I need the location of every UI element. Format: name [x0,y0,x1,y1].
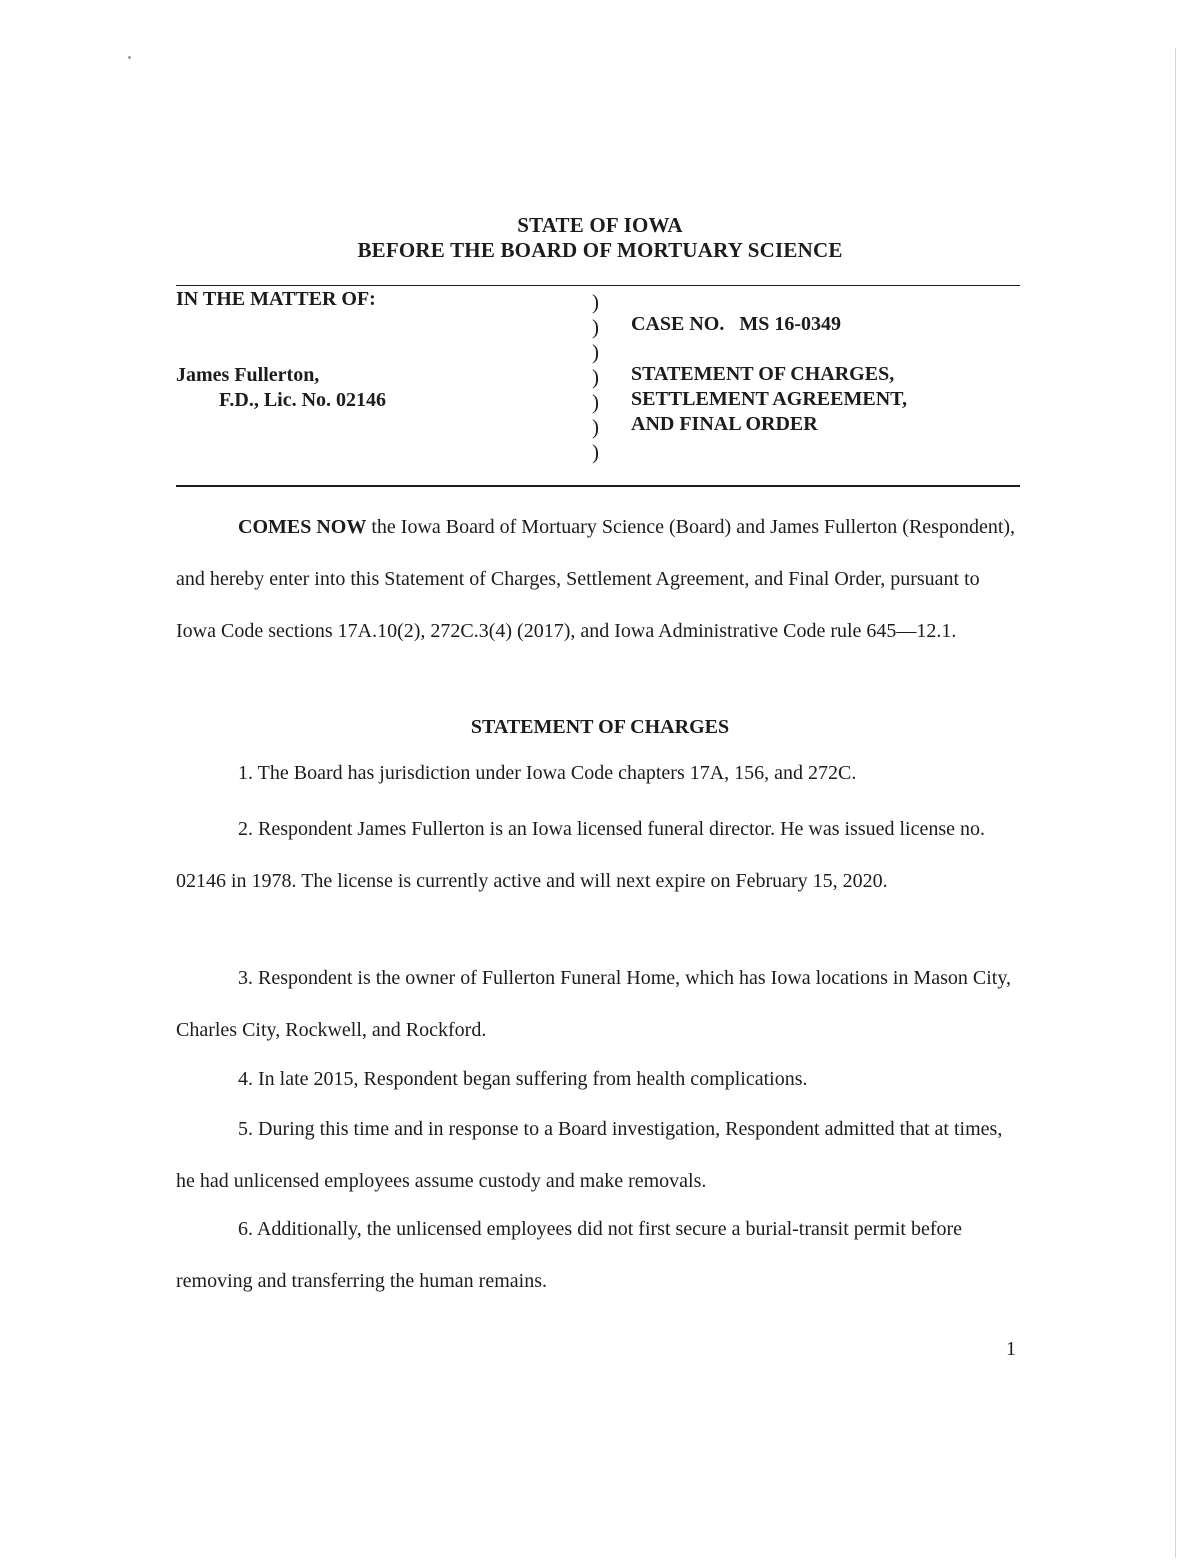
intro-text: the Iowa Board of Mortuary Science (Board) and James Fullerton (Respondent), and hereby enter into this Statement of Charges, Settlement Agreement, and Final Order, pursuant to Iowa Code sections 17A.10(2), 272C.3(4) (2017), and Iowa Administrative Code rule 645—12.1. [176,516,1016,642]
charge-paragraph: 2. Respondent James Fullerton is an Iowa licensed funeral director. He was issued license no. 02146 in 1978. The license is currently active and will next expire on February 15, 2020. [176,818,986,892]
matter-label: IN THE MATTER OF: [176,288,376,310]
intro-lead: COMES NOW [238,516,367,538]
charge-paragraph: 4. In late 2015, Respondent began suffering from health complications. [238,1068,808,1090]
scan-speck [128,56,131,59]
charge-paragraph: 3. Respondent is the owner of Fullerton Funeral Home, which has Iowa locations in Mason City, Charles City, Rockwell, and Rockford. [176,967,1012,1041]
caption-paren: ) [592,365,599,389]
section-heading: STATEMENT OF CHARGES [470,716,730,738]
caption-paren: ) [592,440,599,464]
document-title-line-2: SETTLEMENT AGREEMENT, [631,388,907,410]
intro-paragraph [176,501,1020,657]
caption-bottom-rule [176,485,1020,487]
caption-paren: ) [592,340,599,364]
scan-edge-line [1175,48,1176,1558]
caption-top-rule [176,285,1020,286]
caption-paren: ) [592,315,599,339]
caption-paren: ) [592,390,599,414]
case-number: CASE NO. MS 16-0349 [631,313,842,335]
charge-paragraph: 6. Additionally, the unlicensed employees did not first secure a burial-transit permit before removing and transferring the human remains. [176,1218,963,1292]
caption-paren: ) [592,290,599,314]
charge-paragraph: 1. The Board has jurisdiction under Iowa Code chapters 17A, 156, and 272C. [238,762,857,784]
respondent-name: James Fullerton, [176,364,320,386]
header-board: BEFORE THE BOARD OF MORTUARY SCIENCE [357,238,843,262]
respondent-license: F.D., Lic. No. 02146 [219,389,387,411]
caption-paren: ) [592,415,599,439]
document-title-line-3: AND FINAL ORDER [631,413,818,435]
document-title-line-1: STATEMENT OF CHARGES, [631,363,895,385]
header-state: STATE OF IOWA [517,213,683,237]
charge-paragraph: 5. During this time and in response to a Board investigation, Respondent admitted that at times, he had unlicensed employees assume custody and make removals. [176,1118,1003,1192]
page-number: 1 [1006,1338,1016,1360]
